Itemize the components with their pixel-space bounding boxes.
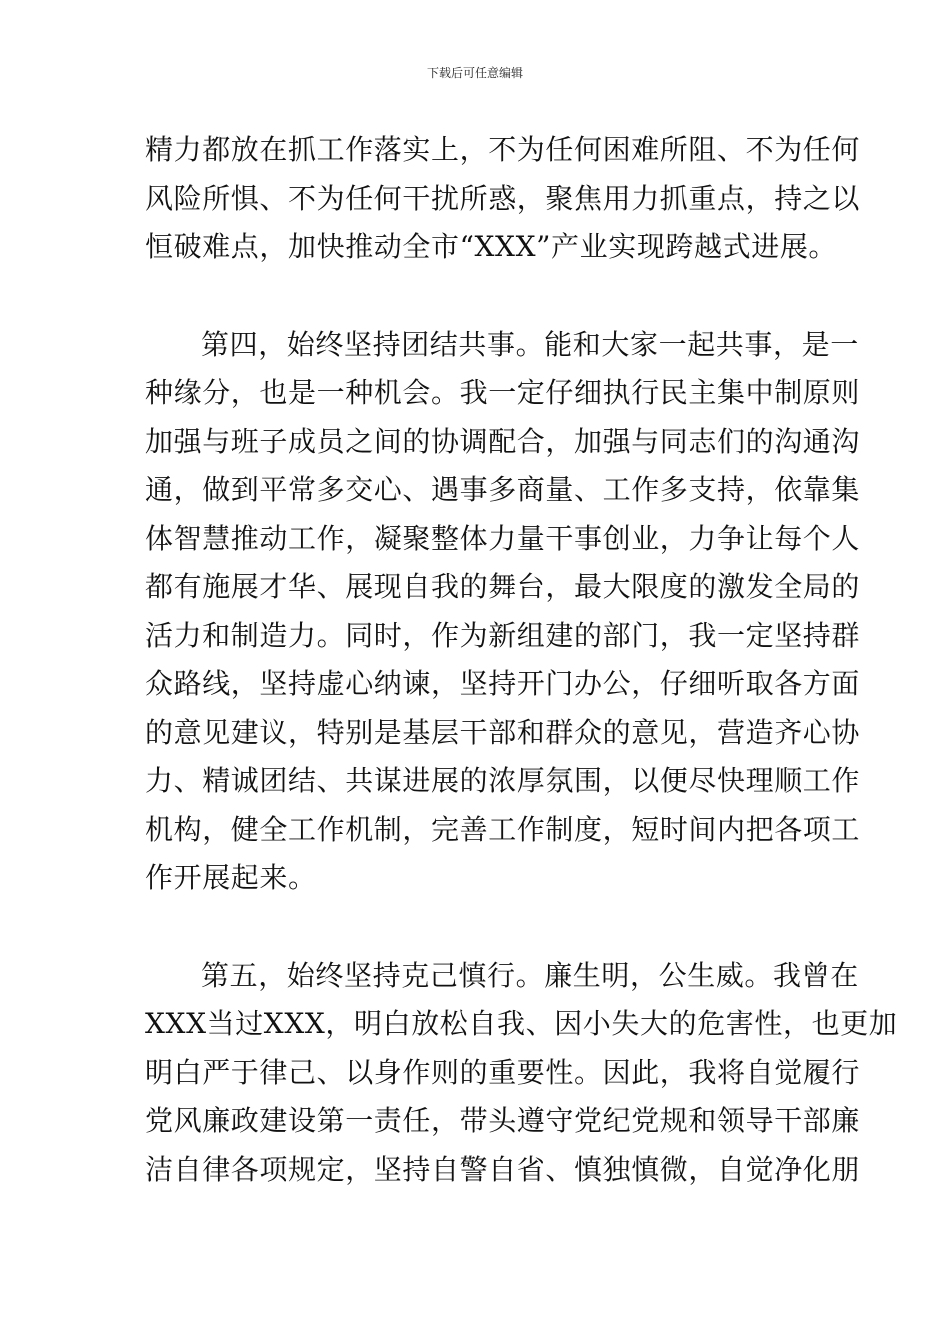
paragraph-line: 通，做到平常多交心、遇事多商量、工作多支持，依靠集 bbox=[145, 473, 861, 506]
page-header: 下载后可任意编辑 bbox=[426, 66, 523, 80]
paragraph-2 bbox=[145, 321, 861, 903]
paragraph-line: 活力和制造力。同时，作为新组建的部门，我一定坚持群 bbox=[145, 618, 861, 652]
paragraph-line: 众路线，坚持虚心纳谏，坚持开门办公，仔细听取各方面 bbox=[145, 667, 861, 700]
paragraph-spacer bbox=[145, 272, 807, 321]
paragraph-line: 精力都放在抓工作落实上，不为任何困难所阻、不为任何 bbox=[145, 133, 861, 166]
paragraph-line: XXX当过XXX，明白放松自我、因小失大的危害性，也更加 bbox=[145, 1007, 898, 1040]
paragraph-first-line: 第五，始终坚持克己慎行。廉生明，公生威。我曾在 bbox=[201, 958, 859, 992]
paragraph-line: 作开展起来。 bbox=[145, 861, 317, 894]
paragraph-line: 都有施展才华、展现自我的舞台，最大限度的激发全局的 bbox=[145, 570, 861, 603]
paragraph-line: 的意见建议，特别是基层干部和群众的意见，营造齐心协 bbox=[145, 715, 861, 749]
paragraph-line: 力、精诚团结、共谋进展的浓厚氛围，以便尽快理顺工作 bbox=[145, 764, 861, 797]
paragraph-line: 种缘分，也是一种机会。我一定仔细执行民主集中制原则 bbox=[145, 376, 861, 409]
paragraph-line: 体智慧推动工作，凝聚整体力量干事创业，力争让每个人 bbox=[145, 521, 861, 555]
paragraph-1 bbox=[145, 126, 861, 272]
paragraph-3 bbox=[145, 952, 898, 1195]
paragraph-first-line: 第四，始终坚持团结共事。能和大家一起共事，是一 bbox=[201, 327, 859, 361]
paragraph-line: 机构，健全工作机制，完善工作制度，短时间内把各项工 bbox=[145, 812, 861, 846]
document-body bbox=[145, 126, 898, 1194]
paragraph-line: 加强与班子成员之间的协调配合，加强与同志们的沟通沟 bbox=[145, 424, 861, 458]
paragraph-line: 风险所惧、不为任何干扰所惑，聚焦用力抓重点，持之以 bbox=[145, 181, 861, 215]
paragraph-line: 党风廉政建设第一责任，带头遵守党纪党规和领导干部廉 bbox=[145, 1104, 861, 1137]
paragraph-spacer bbox=[145, 903, 807, 952]
paragraph-line: 恒破难点，加快推动全市“XXX”产业实现跨越式进展。 bbox=[145, 230, 838, 263]
paragraph-line: 明白严于律己、以身作则的重要性。因此，我将自觉履行 bbox=[145, 1055, 861, 1089]
paragraph-line: 洁自律各项规定，坚持自警自省、慎独慎微，自觉净化朋 bbox=[145, 1152, 861, 1186]
